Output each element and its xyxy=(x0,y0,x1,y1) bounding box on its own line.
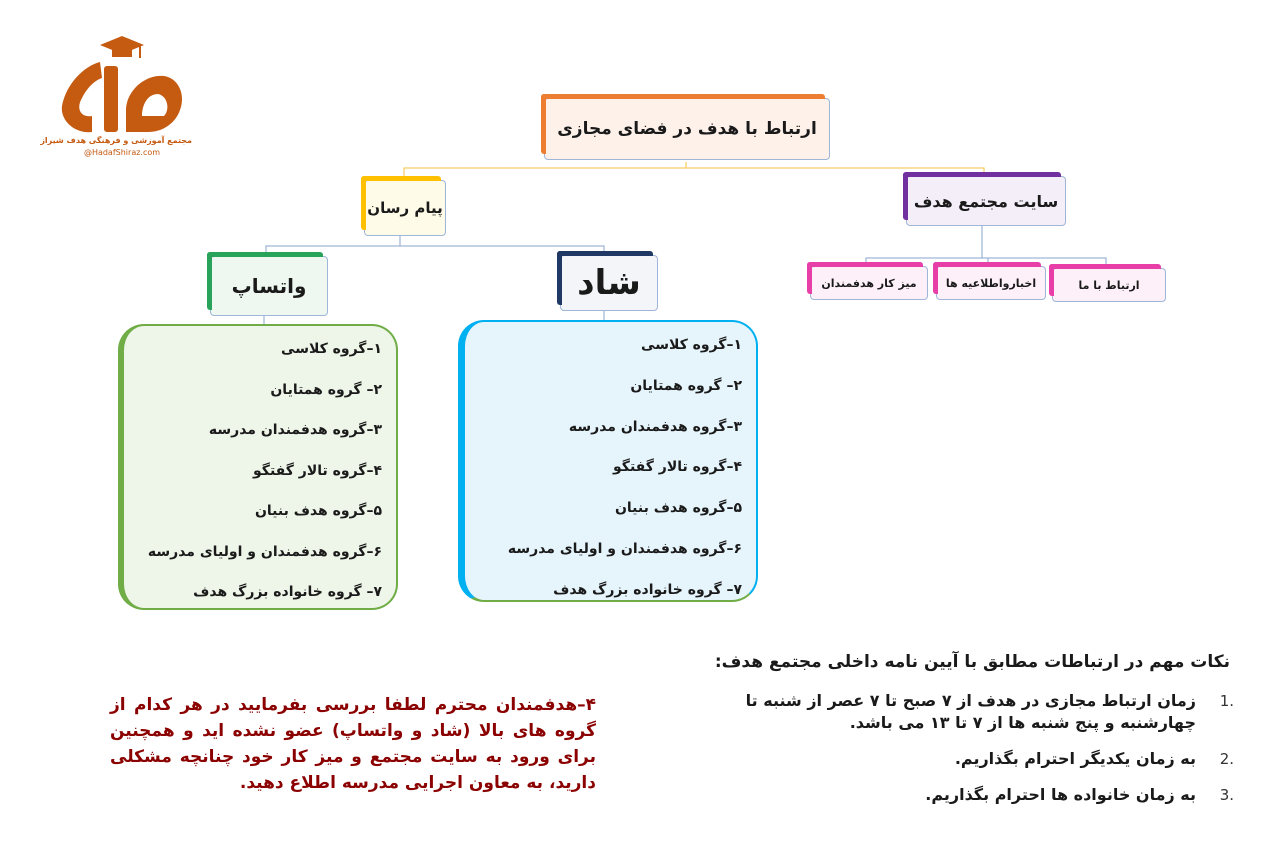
group-item: ۳–گروه هدفمندان مدرسه xyxy=(208,422,382,438)
note-item xyxy=(674,784,1234,806)
whatsapp-node-label: واتساپ xyxy=(231,274,307,298)
whatsapp-groups-panel xyxy=(118,324,398,610)
shad-node xyxy=(560,255,658,311)
group-item: ۷– گروه خانواده بزرگ هدف xyxy=(193,584,382,600)
root-node xyxy=(544,98,830,160)
note-text: زمان ارتباط مجازی در هدف از ۷ صبح تا ۷ عصر از شنبه تا چهارشنبه و پنج شنبه ها از ۷ تا ۱۳ می باشد. xyxy=(745,691,1196,732)
shad-node-label: شاد xyxy=(577,263,641,303)
site-child-desk xyxy=(810,266,928,300)
site-child-label: ارتباط با ما xyxy=(1078,278,1140,292)
group-item: ۶–گروه هدفمندان و اولیای مدرسه xyxy=(507,540,742,557)
group-item: ۲– گروه همتایان xyxy=(630,377,742,394)
site-child-contact-us xyxy=(1052,268,1166,302)
shad-groups-panel xyxy=(458,320,758,602)
site-connector xyxy=(866,226,1106,266)
note-number: 2. xyxy=(1219,750,1234,768)
group-item: ۵–گروه هدف بنیان xyxy=(254,503,382,519)
group-item: ۳–گروه هدفمندان مدرسه xyxy=(568,418,742,435)
group-item: ۲– گروه همتایان xyxy=(270,381,382,398)
whatsapp-node xyxy=(210,256,328,316)
site-node-label: سایت مجتمع هدف xyxy=(913,191,1059,211)
messenger-node xyxy=(364,180,446,236)
group-item: ۶–گروه هدفمندان و اولیای مدرسه xyxy=(147,543,382,560)
site-child-label: میز کار هدفمندان xyxy=(821,276,917,290)
site-child-news xyxy=(936,266,1046,300)
note-item xyxy=(674,690,1234,734)
logo-caption: مجتمع آموزشی و فرهنگی هدف شیراز xyxy=(40,136,192,145)
group-item: ۱–گروه کلاسی xyxy=(281,341,382,357)
root-connector xyxy=(404,162,984,176)
site-node xyxy=(906,176,1066,226)
notes-list xyxy=(674,690,1234,806)
group-item: ۴–گروه تالار گفتگو xyxy=(613,459,742,476)
group-item: ۵–گروه هدف بنیان xyxy=(614,500,742,517)
group-item: ۷– گروه خانواده بزرگ هدف xyxy=(553,581,742,598)
group-item: ۴–گروه تالار گفتگو xyxy=(253,462,382,479)
group-item: ۱–گروه کلاسی xyxy=(641,337,742,353)
notes-title: نکات مهم در ارتباطات مطابق با آیین نامه داخلی مجتمع هدف: xyxy=(714,652,1230,672)
messenger-node-label: پیام رسان xyxy=(367,199,443,217)
site-child-label: اخبارواطلاعیه ها xyxy=(945,276,1037,290)
note-number: 1. xyxy=(1219,692,1234,710)
root-node-label: ارتباط با هدف در فضای مجازی xyxy=(557,119,817,139)
notice-text: ۴–هدفمندان محترم لطفا بررسی بفرمایید در هر کدام از گروه های بالا (شاد و واتساپ) عضو نشده اید و همچنین برای ورود به سایت مجتمع و میز کار خود چنانچه مشکلی دارید، به معاون اجرایی مدرسه اطلاع دهید. xyxy=(110,695,596,793)
logo-website: @HadafShiraz.com xyxy=(83,148,161,157)
note-text: به زمان خانواده ها احترام بگذاریم. xyxy=(925,785,1196,804)
note-number: 3. xyxy=(1219,786,1234,804)
note-item xyxy=(674,748,1234,770)
note-text: به زمان یکدیگر احترام بگذاریم. xyxy=(954,749,1196,768)
